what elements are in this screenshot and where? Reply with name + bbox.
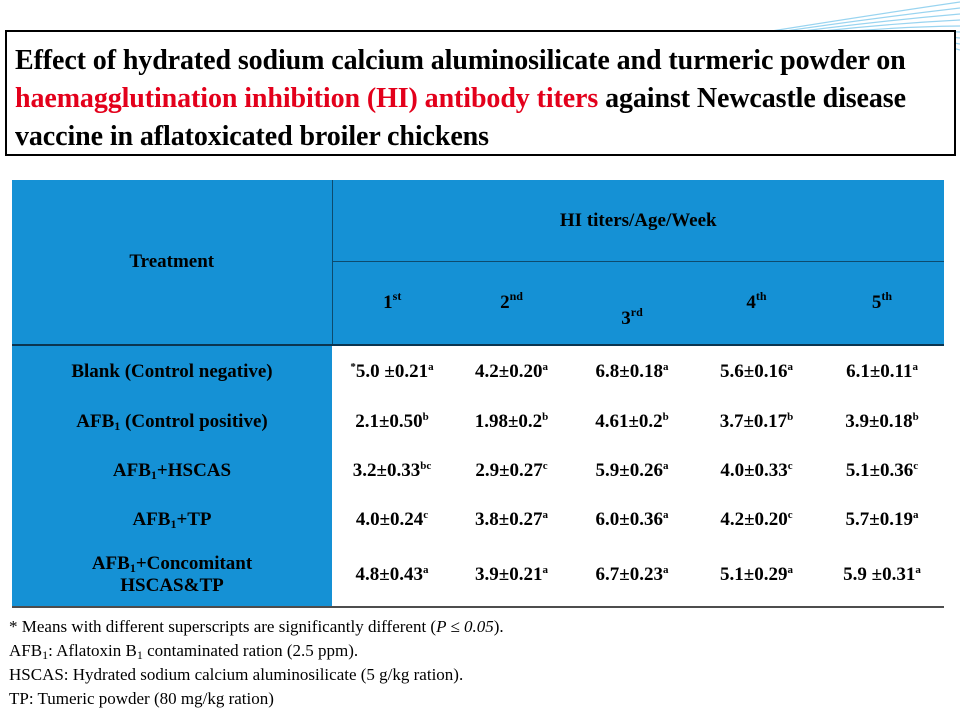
value-cell: 5.6±0.16$^a$ <box>693 345 820 397</box>
slide-title <box>5 30 956 156</box>
value-cell: 1.98±0.2$^b$ <box>452 397 571 446</box>
table-header-row <box>12 180 944 262</box>
value-cell: 5.1±0.36$^c$ <box>820 446 944 495</box>
table-row <box>12 544 944 607</box>
value-cell: 5.9±0.26$^a$ <box>571 446 693 495</box>
value-cell: 6.8±0.18$^a$ <box>571 345 693 397</box>
title-part-2: against Newcastle disease vaccine in aflatoxicated broiler chickens <box>15 83 906 152</box>
value-cell: 4.2±0.20$^a$ <box>452 345 571 397</box>
title-part-1: Effect of hydrated sodium calcium aluminosilicate and turmeric powder on <box>15 45 906 76</box>
week-header: 4th <box>693 262 820 346</box>
footnotes <box>9 615 909 711</box>
value-cell: 2.1±0.50$^b$ <box>332 397 452 446</box>
value-cell: 2.9±0.27$^c$ <box>452 446 571 495</box>
footnote-afb: $AFB_1$: Aflatoxin $B_1$ contaminated ration (2.5 ppm). <box>9 641 359 662</box>
value-cell: 4.0±0.33$^c$ <box>693 446 820 495</box>
value-cell: 4.0±0.24$^c$ <box>332 495 452 544</box>
hi-titers-group-header: HI titers/Age/Week <box>332 180 944 262</box>
value-cell: 4.8±0.43$^a$ <box>332 544 452 607</box>
week-header: 3rd <box>571 262 693 346</box>
value-cell: 5.9 ±0.31$^a$ <box>820 544 944 607</box>
footnote-hscas: HSCAS: Hydrated sodium calcium aluminosilicate (5 g/kg ration). <box>9 665 464 684</box>
table-row <box>12 446 944 495</box>
value-cell: 3.9±0.18$^b$ <box>820 397 944 446</box>
treatment-cell: $AFB_1+TP$ <box>12 495 332 544</box>
title-highlight: haemagglutination inhibition (HI) antibody titers <box>15 83 599 114</box>
table-row <box>12 495 944 544</box>
footnote-tp: TP: Tumeric powder (80 mg/kg ration) <box>9 689 274 708</box>
value-cell: 3.2±0.33$^{bc}$ <box>332 446 452 495</box>
week-header: 2nd <box>452 262 571 346</box>
table-row <box>12 397 944 446</box>
treatment-cell: Blank (Control negative) <box>12 345 332 397</box>
treatment-cell: $AFB_1+HSCAS$ <box>12 446 332 495</box>
hi-titers-table <box>12 180 944 608</box>
value-cell: *5.0 ±0.21$^a$ <box>332 345 452 397</box>
footnote-significance: * Means with different superscripts are significantly different (P ≤ 0.05). <box>9 617 504 636</box>
value-cell: 5.1±0.29$^a$ <box>693 544 820 607</box>
treatment-cell: $AFB_1$ (Control positive) <box>12 397 332 446</box>
value-cell: 6.1±0.11$^a$ <box>820 345 944 397</box>
week-header: 1st <box>332 262 452 346</box>
value-cell: 3.8±0.27$^a$ <box>452 495 571 544</box>
treatment-cell: $AFB_1+Concomitant$ HSCAS&TP <box>12 544 332 607</box>
value-cell: 4.61±0.2$^b$ <box>571 397 693 446</box>
value-cell: 5.7±0.19$^a$ <box>820 495 944 544</box>
value-cell: 6.0±0.36$^a$ <box>571 495 693 544</box>
treatment-header: Treatment <box>12 180 332 345</box>
value-cell: 6.7±0.23$^a$ <box>571 544 693 607</box>
value-cell: 3.7±0.17$^b$ <box>693 397 820 446</box>
week-header: 5th <box>820 262 944 346</box>
value-cell: 3.9±0.21$^a$ <box>452 544 571 607</box>
value-cell: 4.2±0.20$^c$ <box>693 495 820 544</box>
table-row <box>12 345 944 397</box>
